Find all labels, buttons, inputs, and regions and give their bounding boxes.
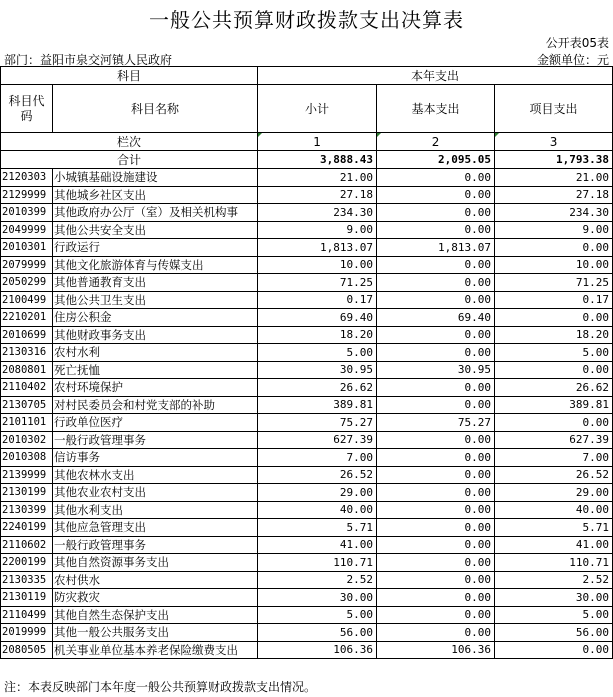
row-name: 其他普通教育支出 <box>53 274 258 292</box>
row-code: 2050299 <box>1 274 53 292</box>
row-subtotal: 30.95 <box>258 361 377 379</box>
total-label: 合计 <box>1 151 258 169</box>
row-name: 死亡抚恤 <box>53 361 258 379</box>
row-subtotal: 30.00 <box>258 589 377 607</box>
row-subtotal: 5.00 <box>258 606 377 624</box>
row-code: 2019999 <box>1 624 53 642</box>
row-subtotal: 7.00 <box>258 449 377 467</box>
table-row <box>1 326 613 344</box>
row-name: 其他城乡社区支出 <box>53 186 258 204</box>
table-row <box>1 396 613 414</box>
form-number: 公开表05表 <box>545 36 609 50</box>
row-basic: 0.00 <box>377 571 495 589</box>
row-project: 30.00 <box>495 589 613 607</box>
header-col2: 2 <box>377 133 495 151</box>
row-code: 2210201 <box>1 309 53 327</box>
row-project: 18.20 <box>495 326 613 344</box>
row-code: 2080505 <box>1 641 53 659</box>
row-basic: 0.00 <box>377 344 495 362</box>
row-basic: 30.95 <box>377 361 495 379</box>
row-basic: 0.00 <box>377 169 495 187</box>
row-name: 对村民委员会和村党支部的补助 <box>53 396 258 414</box>
table-row <box>1 186 613 204</box>
row-name: 其他自然生态保护支出 <box>53 606 258 624</box>
row-project: 110.71 <box>495 554 613 572</box>
row-project: 0.17 <box>495 291 613 309</box>
row-project: 0.00 <box>495 414 613 432</box>
table-row <box>1 274 613 292</box>
row-name: 农村供水 <box>53 571 258 589</box>
row-project: 29.00 <box>495 484 613 502</box>
row-subtotal: 75.27 <box>258 414 377 432</box>
row-project: 10.00 <box>495 256 613 274</box>
row-code: 2101101 <box>1 414 53 432</box>
row-name: 其他自然资源事务支出 <box>53 554 258 572</box>
row-basic: 0.00 <box>377 624 495 642</box>
row-project: 0.00 <box>495 361 613 379</box>
total-subtotal: 3,888.43 <box>258 151 377 169</box>
row-subtotal: 40.00 <box>258 501 377 519</box>
header-name: 科目名称 <box>53 85 258 133</box>
row-subtotal: 389.81 <box>258 396 377 414</box>
table-note: 注：本表反映部门本年度一般公共预算财政拨款支出情况。 <box>4 680 317 694</box>
row-subtotal: 110.71 <box>258 554 377 572</box>
row-code: 2139999 <box>1 466 53 484</box>
row-basic: 0.00 <box>377 221 495 239</box>
currency-unit-label: 金额单位：元 <box>536 53 609 67</box>
row-basic: 0.00 <box>377 519 495 537</box>
row-code: 2010302 <box>1 431 53 449</box>
row-project: 40.00 <box>495 501 613 519</box>
row-subtotal: 18.20 <box>258 326 377 344</box>
row-subtotal: 627.39 <box>258 431 377 449</box>
table-row <box>1 431 613 449</box>
row-project: 26.62 <box>495 379 613 397</box>
row-project: 389.81 <box>495 396 613 414</box>
row-name: 农村环境保护 <box>53 379 258 397</box>
row-basic: 1,813.07 <box>377 239 495 257</box>
row-name: 行政单位医疗 <box>53 414 258 432</box>
row-basic: 0.00 <box>377 589 495 607</box>
row-code: 2130335 <box>1 571 53 589</box>
table-row <box>1 204 613 222</box>
table-row <box>1 536 613 554</box>
row-project: 26.52 <box>495 466 613 484</box>
row-name: 其他一般公共服务支出 <box>53 624 258 642</box>
row-code: 2200199 <box>1 554 53 572</box>
table-row <box>1 379 613 397</box>
row-name: 住房公积金 <box>53 309 258 327</box>
table-row <box>1 624 613 642</box>
row-code: 2129999 <box>1 186 53 204</box>
row-code: 2240199 <box>1 519 53 537</box>
row-project: 71.25 <box>495 274 613 292</box>
total-project: 1,793.38 <box>495 151 613 169</box>
header-current-year: 本年支出 <box>258 67 613 85</box>
row-subtotal: 56.00 <box>258 624 377 642</box>
table-row <box>1 606 613 624</box>
table-row <box>1 309 613 327</box>
row-subtotal: 69.40 <box>258 309 377 327</box>
row-name: 信访事务 <box>53 449 258 467</box>
row-basic: 0.00 <box>377 554 495 572</box>
row-subtotal: 0.17 <box>258 291 377 309</box>
table-row <box>1 641 613 659</box>
expenditure-table <box>0 66 613 659</box>
row-subtotal: 29.00 <box>258 484 377 502</box>
row-basic: 0.00 <box>377 186 495 204</box>
row-name: 其他应急管理支出 <box>53 519 258 537</box>
row-name: 其他财政事务支出 <box>53 326 258 344</box>
row-code: 2110602 <box>1 536 53 554</box>
row-subtotal: 26.62 <box>258 379 377 397</box>
row-name: 防灾救灾 <box>53 589 258 607</box>
row-project: 0.00 <box>495 309 613 327</box>
row-name: 其他农业农村支出 <box>53 484 258 502</box>
row-project: 9.00 <box>495 221 613 239</box>
table-row <box>1 501 613 519</box>
table-row <box>1 414 613 432</box>
row-name: 其他公共安全支出 <box>53 221 258 239</box>
row-basic: 0.00 <box>377 466 495 484</box>
table-row <box>1 589 613 607</box>
table-row <box>1 361 613 379</box>
row-subtotal: 9.00 <box>258 221 377 239</box>
row-subtotal: 106.36 <box>258 641 377 659</box>
row-basic: 0.00 <box>377 449 495 467</box>
row-subtotal: 26.52 <box>258 466 377 484</box>
row-subtotal: 71.25 <box>258 274 377 292</box>
row-code: 2120303 <box>1 169 53 187</box>
row-name: 一般行政管理事务 <box>53 431 258 449</box>
table-row <box>1 484 613 502</box>
row-subtotal: 234.30 <box>258 204 377 222</box>
row-project: 7.00 <box>495 449 613 467</box>
header-project: 项目支出 <box>495 85 613 133</box>
row-code: 2130199 <box>1 484 53 502</box>
row-basic: 0.00 <box>377 606 495 624</box>
row-name: 行政运行 <box>53 239 258 257</box>
row-code: 2130316 <box>1 344 53 362</box>
row-name: 其他农林水支出 <box>53 466 258 484</box>
header-col3: 3 <box>495 133 613 151</box>
row-basic: 106.36 <box>377 641 495 659</box>
row-subtotal: 10.00 <box>258 256 377 274</box>
row-subtotal: 5.71 <box>258 519 377 537</box>
row-code: 2100499 <box>1 291 53 309</box>
table-row <box>1 449 613 467</box>
table-row <box>1 169 613 187</box>
header-subject: 科目 <box>1 67 258 85</box>
row-name: 农村水利 <box>53 344 258 362</box>
header-subtotal: 小计 <box>258 85 377 133</box>
row-basic: 0.00 <box>377 326 495 344</box>
header-code: 科目代码 <box>1 85 53 133</box>
row-basic: 0.00 <box>377 274 495 292</box>
row-project: 0.00 <box>495 641 613 659</box>
row-basic: 0.00 <box>377 431 495 449</box>
row-subtotal: 41.00 <box>258 536 377 554</box>
row-basic: 75.27 <box>377 414 495 432</box>
row-code: 2049999 <box>1 221 53 239</box>
header-column-no: 栏次 <box>1 133 258 151</box>
row-code: 2010308 <box>1 449 53 467</box>
row-subtotal: 2.52 <box>258 571 377 589</box>
row-code: 2080801 <box>1 361 53 379</box>
table-row <box>1 519 613 537</box>
row-subtotal: 5.00 <box>258 344 377 362</box>
row-subtotal: 27.18 <box>258 186 377 204</box>
table-row <box>1 554 613 572</box>
row-basic: 0.00 <box>377 291 495 309</box>
table-row <box>1 221 613 239</box>
row-basic: 0.00 <box>377 536 495 554</box>
table-row <box>1 239 613 257</box>
row-code: 2010399 <box>1 204 53 222</box>
row-project: 56.00 <box>495 624 613 642</box>
row-project: 5.71 <box>495 519 613 537</box>
row-code: 2110402 <box>1 379 53 397</box>
row-basic: 0.00 <box>377 484 495 502</box>
department-label: 部门：益阳市泉交河镇人民政府 <box>4 53 173 67</box>
row-project: 5.00 <box>495 606 613 624</box>
row-name: 一般行政管理事务 <box>53 536 258 554</box>
total-basic: 2,095.05 <box>377 151 495 169</box>
table-row <box>1 256 613 274</box>
row-code: 2130119 <box>1 589 53 607</box>
row-code: 2110499 <box>1 606 53 624</box>
row-name: 其他文化旅游体育与传媒支出 <box>53 256 258 274</box>
table-row <box>1 571 613 589</box>
row-project: 234.30 <box>495 204 613 222</box>
report-title: 一般公共预算财政拨款支出决算表 <box>149 8 464 32</box>
row-name: 其他政府办公厅（室）及相关机构事 <box>53 204 258 222</box>
row-name: 机关事业单位基本养老保险缴费支出 <box>53 641 258 659</box>
row-project: 27.18 <box>495 186 613 204</box>
row-basic: 0.00 <box>377 396 495 414</box>
header-basic: 基本支出 <box>377 85 495 133</box>
row-project: 2.52 <box>495 571 613 589</box>
table-row <box>1 344 613 362</box>
row-basic: 0.00 <box>377 501 495 519</box>
row-basic: 0.00 <box>377 379 495 397</box>
row-basic: 0.00 <box>377 204 495 222</box>
row-basic: 0.00 <box>377 256 495 274</box>
row-code: 2130399 <box>1 501 53 519</box>
row-project: 21.00 <box>495 169 613 187</box>
row-project: 5.00 <box>495 344 613 362</box>
table-row <box>1 466 613 484</box>
header-col1: 1 <box>258 133 377 151</box>
row-project: 627.39 <box>495 431 613 449</box>
row-name: 其他水利支出 <box>53 501 258 519</box>
row-subtotal: 1,813.07 <box>258 239 377 257</box>
row-name: 小城镇基础设施建设 <box>53 169 258 187</box>
table-row <box>1 291 613 309</box>
row-code: 2079999 <box>1 256 53 274</box>
row-subtotal: 21.00 <box>258 169 377 187</box>
row-project: 41.00 <box>495 536 613 554</box>
row-project: 0.00 <box>495 239 613 257</box>
row-name: 其他公共卫生支出 <box>53 291 258 309</box>
row-code: 2010301 <box>1 239 53 257</box>
row-code: 2130705 <box>1 396 53 414</box>
row-basic: 69.40 <box>377 309 495 327</box>
row-code: 2010699 <box>1 326 53 344</box>
